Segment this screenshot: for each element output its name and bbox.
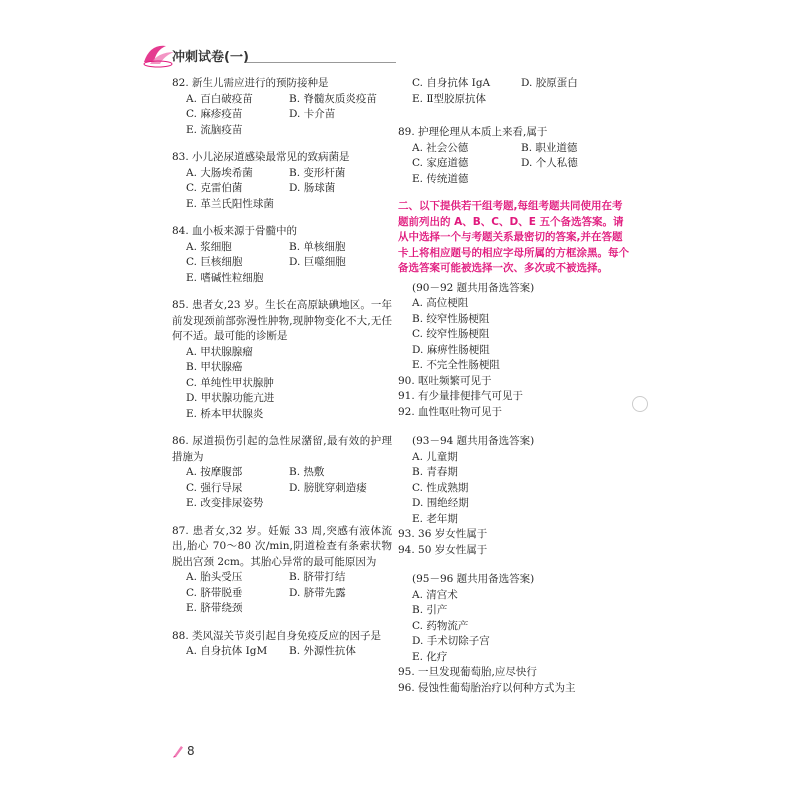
question-88-continued [398,76,630,107]
question-84 [172,224,392,286]
option: D. 胶原蛋白 [521,77,578,89]
option: A. 高位梗阻 [412,297,469,309]
option: B. 绞窄性肠梗阻 [412,312,490,325]
option: C. 脐带脱垂 [186,586,243,599]
option: D. 卡介苗 [289,108,336,120]
right-column [398,76,630,704]
option: E. 桥本甲状腺炎 [186,407,264,420]
question-stem: 89. 护理伦理从本质上来看,属于 [398,126,548,138]
option: C. 强行导尿 [186,481,243,494]
option: A. 百白破疫苗 [186,92,253,105]
option: B. 甲状腺癌 [186,361,243,373]
question-group-90-92 [398,281,630,421]
watermark-stamp-icon [632,396,648,412]
question-91: 91. 有少量排便排气可见于 [398,390,524,402]
option: C. 性成熟期 [412,481,469,494]
question-stem: 82. 新生儿需应进行的预防接种是 [172,77,329,89]
header-title: 冲刺试卷(一) [172,50,249,65]
option: D. 膀胱穿刺造瘘 [289,481,367,494]
option: A. 社会公德 [412,141,469,154]
question-stem: 84. 血小板来源于骨髓中的 [172,225,298,237]
option: B. 脐带打结 [289,571,346,583]
question-88 [172,629,392,660]
option: A. 甲状腺腺瘤 [186,345,253,358]
option: C. 巨核细胞 [186,256,243,268]
option: D. 脐带先露 [289,586,346,599]
question-group-95-96 [398,572,630,696]
option: E. 革兰氏阳性球菌 [186,197,274,210]
option: C. 自身抗体 IgA [412,77,491,89]
option: A. 按摩腹部 [186,466,243,478]
option: E. 嗜碱性粒细胞 [186,271,264,284]
page-number: 8 [187,744,195,758]
group-label: (93－94 题共用备选答案) [412,435,535,447]
group-label: (90－92 题共用备选答案) [412,281,535,294]
option: E. Ⅱ型胶原抗体 [412,92,486,105]
question-96: 96. 侵蚀性葡萄胎治疗以何种方式为主 [398,681,576,694]
question-95: 95. 一旦发现葡萄胎,应尽快行 [398,666,537,678]
question-stem: 87. 患者女,32 岁。妊娠 33 周,突感有液体流出,胎心 70～80 次/min,阴道检查有条索状物脱出宫颈 2cm。其胎心异常的最可能原因为 [172,524,392,568]
question-83 [172,150,392,212]
option: A. 自身抗体 IgM [186,645,268,657]
option: C. 克雷伯菌 [186,182,243,194]
option: B. 热敷 [289,466,325,478]
option: B. 变形杆菌 [289,166,346,179]
question-stem: 83. 小儿泌尿道感染最常见的致病菌是 [172,151,350,163]
question-82 [172,76,392,138]
option: B. 单核细胞 [289,240,346,253]
question-90: 90. 呕吐频繁可见于 [398,374,492,387]
option: D. 肠球菌 [289,182,336,194]
question-94: 94. 50 岁女性属于 [398,543,488,556]
option: D. 巨噬细胞 [289,256,346,268]
question-87 [172,524,392,617]
question-89 [398,125,630,187]
question-stem: 88. 类风湿关节炎引起自身免疫反应的因子是 [172,629,382,642]
option: A. 清宫术 [412,588,458,601]
option: D. 围绝经期 [412,497,469,509]
option: E. 不完全性肠梗阻 [412,359,500,371]
question-86 [172,434,392,512]
question-stem: 86. 尿道损伤引起的急性尿潴留,最有效的护理措施为 [172,435,392,463]
option: E. 改变排尿姿势 [186,497,264,509]
option: A. 儿童期 [412,450,458,463]
option: D. 甲状腺功能亢进 [186,392,275,404]
option: C. 单纯性甲状腺肿 [186,376,274,389]
section-instructions: 二、以下提供若干组考题,每组考题共同使用在考题前列出的 A、B、C、D、E 五个备选答案。请从中选择一个与考题关系最密切的答案,并在答题卡上将相应题号的相应字母所属的方框涂黑。每个备选答案可能被选择一次、多次或不被选择。 [398,200,629,274]
option: C. 家庭道德 [412,157,469,169]
pencil-icon [172,744,184,758]
question-93: 93. 36 岁女性属于 [398,528,488,540]
option: B. 职业道德 [521,141,578,154]
option: A. 大肠埃希菌 [186,166,253,179]
group-label: (95－96 题共用备选答案) [412,573,535,585]
option: E. 化疗 [412,650,448,663]
option: E. 流脑疫苗 [186,123,243,136]
left-column [172,76,392,672]
option: D. 手术切除子宫 [412,635,490,647]
question-92: 92. 血性呕吐物可见于 [398,405,503,418]
option: C. 药物流产 [412,619,469,632]
option: A. 胎头受压 [186,571,243,583]
option: B. 脊髓灰质炎疫苗 [289,92,377,105]
option: E. 传统道德 [412,172,469,185]
header-divider [246,62,396,63]
option: E. 脐带绕颈 [186,602,243,614]
option: D. 麻痹性肠梗阻 [412,343,490,356]
question-85 [172,298,392,422]
option: B. 引产 [412,604,448,616]
question-group-93-94 [398,434,630,558]
option: B. 外源性抗体 [289,645,356,657]
option: D. 个人私德 [521,157,578,169]
option: A. 浆细胞 [186,240,232,253]
option: C. 绞窄性肠梗阻 [412,328,490,340]
option: C. 麻疹疫苗 [186,108,243,120]
option: E. 老年期 [412,512,458,525]
question-stem: 85. 患者女,23 岁。生长在高原缺碘地区。一年前发现颈前部弥漫性肿物,现肿物变化不大,无任何不适。最可能的诊断是 [172,299,392,342]
option: B. 青春期 [412,466,458,478]
